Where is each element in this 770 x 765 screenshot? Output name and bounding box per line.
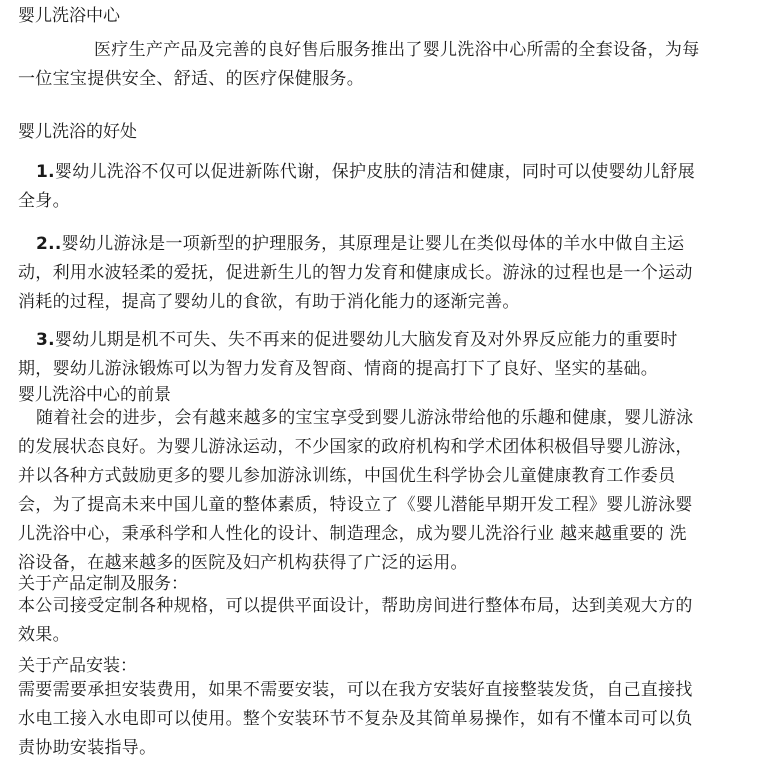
install-line: 需要需要承担安装费用，如果不需要安装，可以在我方安装好直接整装发货，自己直接找 bbox=[18, 680, 693, 700]
benefit-line: 全身。 bbox=[18, 191, 70, 211]
benefit-text: 婴幼儿游泳是一项新型的护理服务，其原理是让婴儿在类似母体的羊水中做自主运 bbox=[61, 234, 685, 254]
prospects-line: 儿洗浴中心，秉承科学和人性化的设计、制造理念，成为婴儿洗浴行业 越来越重要的 洗 bbox=[18, 524, 687, 544]
install-paragraph bbox=[18, 676, 766, 763]
intro-paragraph bbox=[18, 36, 766, 94]
benefits-heading: 婴儿洗浴的好处 bbox=[18, 122, 137, 142]
benefit-text: 婴幼儿期是机不可失、失不再来的促进婴幼儿大脑发育及对外界反应能力的重要时 bbox=[54, 330, 678, 350]
benefit-item-3 bbox=[18, 326, 766, 384]
benefit-item-1 bbox=[18, 158, 766, 216]
install-heading: 关于产品安装： bbox=[18, 656, 137, 676]
benefit-line: 动，利用水波轻柔的爱抚，促进新生儿的智力发育和健康成长。游泳的过程也是一个运动 bbox=[18, 263, 693, 283]
install-line: 责协助安装指导。 bbox=[18, 738, 157, 758]
page-title: 婴儿洗浴中心 bbox=[18, 6, 120, 26]
benefit-line bbox=[18, 326, 766, 355]
prospects-line: 随着社会的进步，会有越来越多的宝宝享受到婴儿游泳带给他的乐趣和健康，婴儿游泳 bbox=[36, 408, 694, 428]
benefit-line: 期，婴幼儿游泳锻炼可以为智力发育及智商、情商的提高打下了良好、坚实的基础。 bbox=[18, 359, 659, 379]
prospects-line: 会，为了提高未来中国儿童的整体素质，特设立了《婴儿潜能早期开发工程》婴儿游泳婴 bbox=[18, 495, 693, 515]
prospects-line: 并以各种方式鼓励更多的婴儿参加游泳训练，中国优生科学协会儿童健康教育工作委员 bbox=[18, 466, 676, 486]
prospects-line: 的发展状态良好。为婴儿游泳运动，不少国家的政府机构和学术团体积极倡导婴儿游泳， bbox=[18, 437, 693, 457]
custom-line: 本公司接受定制各种规格，可以提供平面设计，帮助房间进行整体布局，达到美观大方的 bbox=[18, 596, 693, 616]
install-line: 水电工接入水电即可以使用。整个安装环节不复杂及其简单易操作，如有不懂本司可以负 bbox=[18, 709, 693, 729]
custom-line: 效果。 bbox=[18, 625, 70, 645]
benefit-line bbox=[18, 158, 766, 187]
custom-paragraph bbox=[18, 592, 766, 650]
benefit-number: 2.. bbox=[36, 234, 62, 254]
intro-line: 一位宝宝提供安全、舒适、的医疗保健服务。 bbox=[18, 69, 364, 89]
prospects-line: 浴设备，在越来越多的医院及妇产机构获得了广泛的运用。 bbox=[18, 553, 468, 573]
custom-heading: 关于产品定制及服务： bbox=[18, 574, 188, 594]
benefit-line: 消耗的过程，提高了婴幼儿的食欲，有助于消化能力的逐渐完善。 bbox=[18, 292, 520, 312]
benefit-item-2 bbox=[18, 230, 766, 317]
benefit-number: 3. bbox=[36, 330, 55, 350]
prospects-heading: 婴儿洗浴中心的前景 bbox=[18, 385, 171, 405]
benefit-line bbox=[18, 230, 766, 259]
benefit-number: 1. bbox=[36, 162, 55, 182]
intro-line: 医疗生产产品及完善的良好售后服务推出了婴儿洗浴中心所需的全套设备，为每 bbox=[94, 40, 700, 60]
benefit-text: 婴幼儿洗浴不仅可以促进新陈代谢，保护皮肤的清洁和健康，同时可以使婴幼儿舒展 bbox=[54, 162, 695, 182]
prospects-paragraph bbox=[18, 404, 766, 578]
